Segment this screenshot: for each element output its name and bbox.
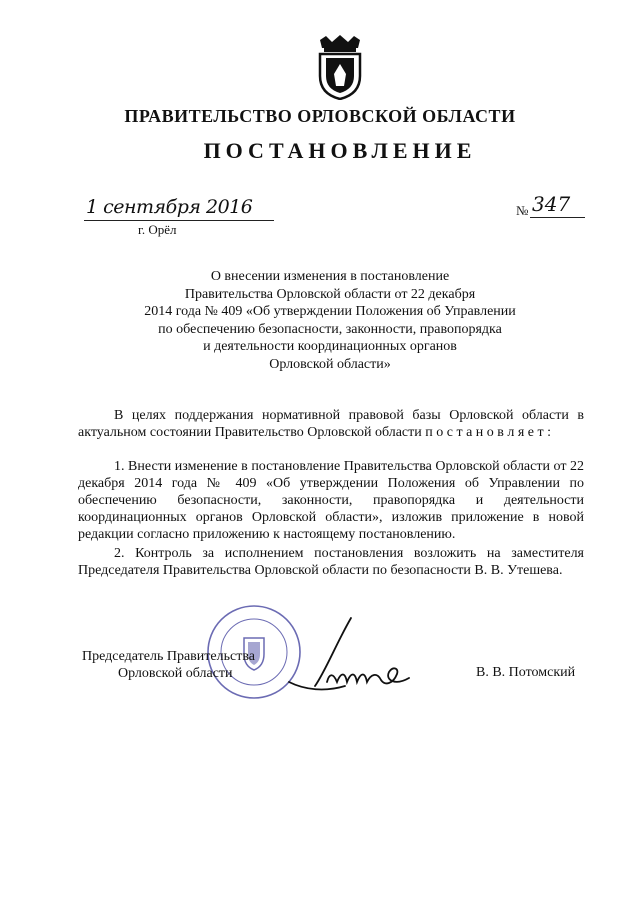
subject-line: О внесении изменения в постановление	[210, 269, 450, 284]
handwritten-signature	[285, 612, 415, 712]
subject-line: Орловской области»	[269, 356, 391, 372]
signatory-name: В. В. Потомский	[476, 665, 576, 680]
subject-line: по обеспечению безопасности, законности, правопорядка	[158, 321, 502, 337]
number-underline	[530, 217, 585, 218]
handwritten-date: 1 сентября 2016	[86, 196, 253, 218]
document-type-title: ПОСТАНОВЛЕНИЕ	[203, 138, 477, 163]
signatory-position	[82, 648, 255, 682]
subject-line: 2014 года № 409 «Об утверждении Положения об Управлении	[144, 304, 516, 319]
government-title: ПРАВИТЕЛЬСТВО ОРЛОВСКОЙ ОБЛАСТИ	[124, 106, 516, 126]
city-label: г. Орёл	[138, 222, 177, 237]
subject-line: и деятельности координационных органов	[203, 339, 457, 354]
number-label: №	[516, 203, 529, 218]
handwritten-number: 347	[532, 192, 571, 216]
subject-line: Правительства Орловской области от 22 декабря	[184, 286, 476, 302]
signatory-position-line: Орловской области	[118, 666, 233, 681]
decree-subject	[120, 268, 540, 373]
date-underline	[84, 220, 274, 221]
item-2-paragraph: 2. Контроль за исполнением постановления возложить на заместителя Председателя Правительства Орловской области по безопасности В. В. Утешева.	[78, 546, 584, 578]
signatory-position-line: Председатель Правительства	[82, 649, 255, 664]
item-1-paragraph: 1. Внести изменение в постановление Правительства Орловской области от 22 декабря 2014 года № 409 «Об утверждении Положения об Управлении по обеспечению безопасности, законности, правопорядка и деятельности координационных органов Орловской области», изложив приложение в новой редакции согласно приложению к настоящему постановлению.	[78, 459, 584, 542]
preamble-paragraph: В целях поддержания нормативной правовой базы Орловской области в актуальном состоянии Правительство Орловской области п о с т а н о в л я е т :	[78, 408, 584, 440]
coat-of-arms-emblem	[312, 34, 368, 100]
